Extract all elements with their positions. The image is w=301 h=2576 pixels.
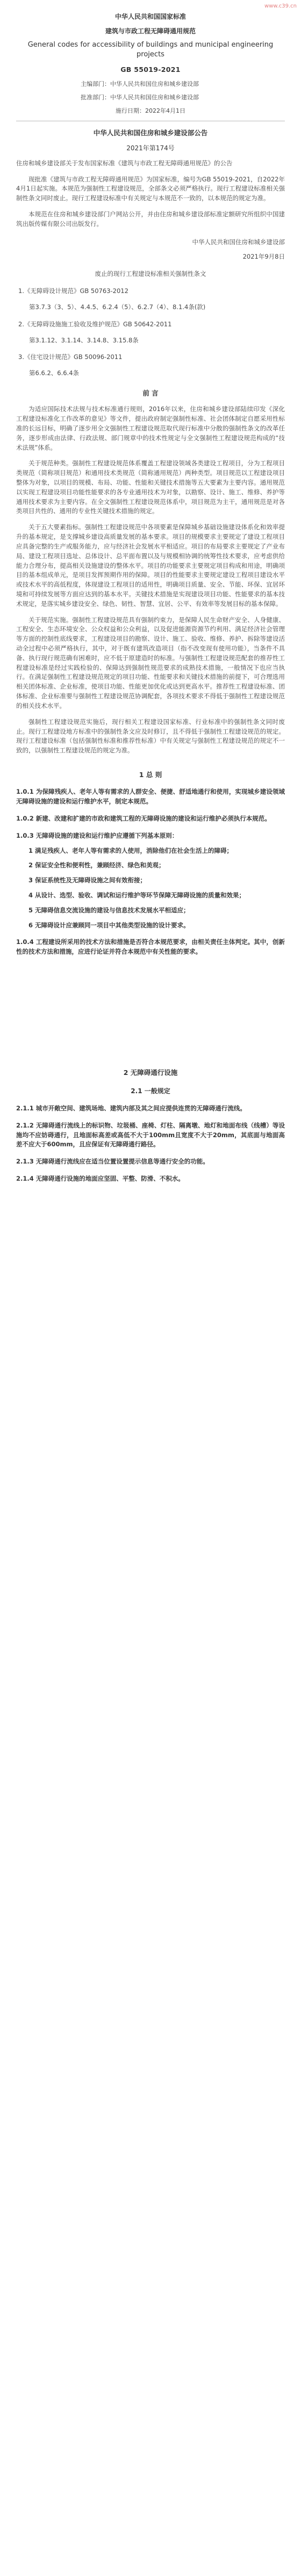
- preface-para: 强制性工程建设规范实施后，现行相关工程建设国家标准、行业标准中的强制性条文同时废止。现行工程建设地方标准中的强制性条文应及时修订，且不得低于强制性工程建设规范的规定。现行工程建设标准（包括强制性标准和推荐性标准）中有关规定与强制性工程建设规范的规定不一致的，以强制性工程建设规范的规定为准。: [16, 718, 285, 755]
- chapter-2-title: 2 无障碍通行设施: [123, 1069, 178, 1077]
- clause-item: 1 满足残疾人、老年人等有需求的人使用，消除他们在社会生活上的障碍；: [28, 846, 233, 854]
- abolished-item: 2.《无障碍设施施工验收及维护规范》GB 50642-2011: [18, 320, 172, 328]
- standard-title-en: General codes for accessibility of buildings and municipal engineering projects: [27, 41, 274, 58]
- announcement-date: 2021年9月8日: [242, 253, 285, 261]
- clause: 1.0.1 为保障残疾人、老年人等有需求的人群安全、便捷、舒适地通行和使用，实现城乡建设领域无障碍设施的建设和运行维护水平，制定本规范。: [16, 788, 285, 806]
- clause: 2.1.1 城市开敞空间、建筑场地、建筑内部及其之间应提供连贯的无障碍通行流线。: [16, 1104, 246, 1113]
- abolished-clauses: 第3.7.3（3、5）、4.4.5、6.2.4（5）、6.2.7（4）、8.1.4条(款): [29, 303, 206, 311]
- watermark: www.c39.cn: [264, 3, 297, 9]
- approver-dept: 批准部门：中华人民共和国住房和城乡建设部: [81, 93, 199, 101]
- standard-code: GB 55019-2021: [120, 65, 181, 74]
- clause: 2.1.2 无障碍通行流线上的标识物、垃圾桶、座椅、灯柱、隔离墩、地灯和地面布线（线槽）等设施均不应妨碍通行，且地面标高差或高低不大于100mm且宽度不大于20mm，其底面与地面高差不应大于600mm，且应保证有无障碍通行路径。: [16, 1121, 285, 1148]
- announcement-title: 中华人民共和国住房和城乡建设部公告: [93, 128, 208, 137]
- clause-item: 2 保证安全性和便利性，兼顾经济、绿色和美观；: [28, 861, 165, 869]
- standard-title-cn: 建筑与市政工程无障碍通用规范: [105, 27, 196, 35]
- section-2-1-title: 2.1 一般规定: [131, 1087, 170, 1095]
- clause: 1.0.4 工程建设所采用的技术方法和措施是否符合本规范要求，由相关责任主体判定。其中，创新性的技术方法和措施，应进行论证并符合本规范中有关性能的要求。: [16, 938, 285, 956]
- preface-para: 为适应国际技术法规与技术标准通行规则，2016年以来，住房和城乡建设部陆续印发《深化工程建设标准化工作改革的意见》等文件，提出政府制定强制性标准、社会团体制定自愿采用性标准的长远目标，明确了逐步用全文强制性工程建设规范取代现行标准中分散的强制性条文的改革任务，逐步形成由法律、行政法规、部门规章中的技术性规定与全文强制性工程建设规范构成的“技术法规”体系。: [16, 405, 285, 451]
- clause: 2.1.3 无障碍通行流线应在适当位置设置提示信息等通行安全的功能。: [16, 1158, 209, 1166]
- abolished-item: 3.《住宅设计规范》GB 50096-2011: [18, 353, 123, 361]
- announcement-subtitle: 住房和城乡建设部关于发布国家标准《建筑与市政工程无障碍通用规范》的公告: [16, 159, 233, 167]
- abolished-item: 1.《无障碍设计规范》GB 50763-2012: [18, 287, 128, 295]
- effective-date: 施行日期：2022年4月1日: [116, 107, 185, 114]
- announcement-number: 2021年第174号: [126, 144, 175, 152]
- chapter-1-title: 1 总 则: [139, 770, 162, 779]
- abolished-clauses: 第3.1.12、3.1.14、3.14.8、3.15.8条: [29, 336, 139, 344]
- editor-dept: 主编部门：中华人民共和国住房和城乡建设部: [81, 80, 199, 87]
- preface-para: 关于规范种类。强制性工程建设规范体系覆盖工程建设领域各类建设工程项目，分为工程项目类规范（简称项目规范）和通用技术类规范（简称通用规范）两种类型。项目规范以工程建设项目整体为对象，以项目的规模、布局、功能、性能和关键技术措施等五大要素为主要内容。通用规范以实现工程建设项目功能性能要求的各专业通用技术为对象，以勘察、设计、施工、维修、养护等通用技术要求为主要内容。在全文强制性工程建设规范体系中，项目规范为主干，通用规范是对各类项目共性的、通用的专业性关键技术措施的规定。: [16, 459, 285, 515]
- preface-para: 关于规范实施。强制性工程建设规范具有强制约束力，是保障人民生命财产安全、人身健康、工程安全、生态环境安全、公众权益和公众利益，以及促进能源资源节约利用、满足经济社会管理等方面的控制性底线要求，工程建设项目的勘察、设计、施工、验收、维修、养护、拆除等建设活动全过程中必须严格执行，其中，对于既有建筑改造项目（指不改变现有使用功能），当条件不具备、执行现行规范确有困难时，应不低于原建造时的标准。与强制性工程建设规范配套的推荐性工程建设标准是经过实践检验的、保障达到强制性规范要求的成熟技术措施，一般情况下也应当执行。在满足强制性工程建设规范规定的项目功能、性能要求和关键技术措施的前提下，可合理选用相关团体标准、企业标准，使项目功能、性能更加优化或达到更高水平。推荐性工程建设标准、团体标准、企业标准要与强制性工程建设规范协调配套，各项技术要求不得低于强制性工程建设规范的相关技术水平。: [16, 616, 285, 709]
- clause-item: 4 从设计、选型、验收、调试和运行维护等环节保障无障碍设施的质量和效果；: [28, 891, 246, 899]
- announcement-signoff: 中华人民共和国住房和城乡建设部: [192, 238, 285, 246]
- announcement-para-1: 现批准《建筑与市政工程无障碍通用规范》为国家标准，编号为GB 55019-2021，自2022年4月1日起实施。本规范为强制性工程建设规范，全部条文必须严格执行。现行工程建设标准相关强制性条文同时废止。现行工程建设标准中有关规定与本规范不一致的，以本规范的规定为准。: [16, 175, 285, 202]
- abolished-clauses: 第6.6.2、6.6.4条: [29, 369, 80, 377]
- preface-para: 关于五大要素指标。强制性工程建设规范中各项要素是保障城乡基础设施建设体系化和效率提升的基本规定，是支撑城乡建设高质量发展的基本要求。项目的规模要求主要规定了建设工程项目应具备完整的生产或服务能力，应与经济社会发展水平相适应。项目的布局要求主要规定了产业布局、建设工程项目选址、总体设计、总平面布置以及与规模相协调的统筹性技术要求，应考虑供给能力合理分布，提高相关设施建设的整体水平。项目的功能要求主要规定项目构成和用途，明确项目的基本组成单元，是项目发挥预期作用的保障。项目的性能要求主要规定建设工程项目建设水平或技术水平的高低程度，体现建设工程项目的适用性，明确项目质量、安全、节能、环保、宜居环境和可持续发展等方面应达到的基本水平。关键技术措施是实现建设项目功能、性能要求的基本技术规定，是落实城乡建设安全、绿色、韧性、智慧、宜居、公平、有效率等发展目标的基本保障。: [16, 523, 285, 608]
- abolished-title: 废止的现行工程建设标准相关强制性条文: [95, 270, 206, 278]
- page-gap: [16, 957, 285, 1053]
- national-standard-label: 中华人民共和国国家标准: [114, 13, 186, 20]
- clause-item: 3 保证系统性及无障碍设施之间有效衔接；: [28, 876, 147, 884]
- announcement-para-2: 本规范在住房和城乡建设部门户网站公开，并由住房和城乡建设部标准定额研究所组织中国建筑出版传媒有限公司出版发行。: [16, 210, 285, 228]
- clause: 1.0.2 新建、改建和扩建的市政和建筑工程的无障碍设施的建设和运行维护必须执行本规范。: [16, 814, 271, 822]
- clause: 1.0.3 无障碍设施的建设和运行维护应遵循下列基本原则：: [16, 831, 178, 839]
- clause-item: 6 无障碍设计应兼顾同一项目中其他类型设施的设计要求。: [28, 921, 190, 929]
- document-body: [0, 0, 301, 1184]
- preface-title: 前 言: [142, 389, 159, 397]
- clause: 2.1.4 无障碍通行设施的地面应坚固、平整、防滑、不积水。: [16, 1175, 184, 1183]
- clause-item: 5 无障碍信息交流设施的建设与信息技术发展水平相适应；: [28, 906, 190, 914]
